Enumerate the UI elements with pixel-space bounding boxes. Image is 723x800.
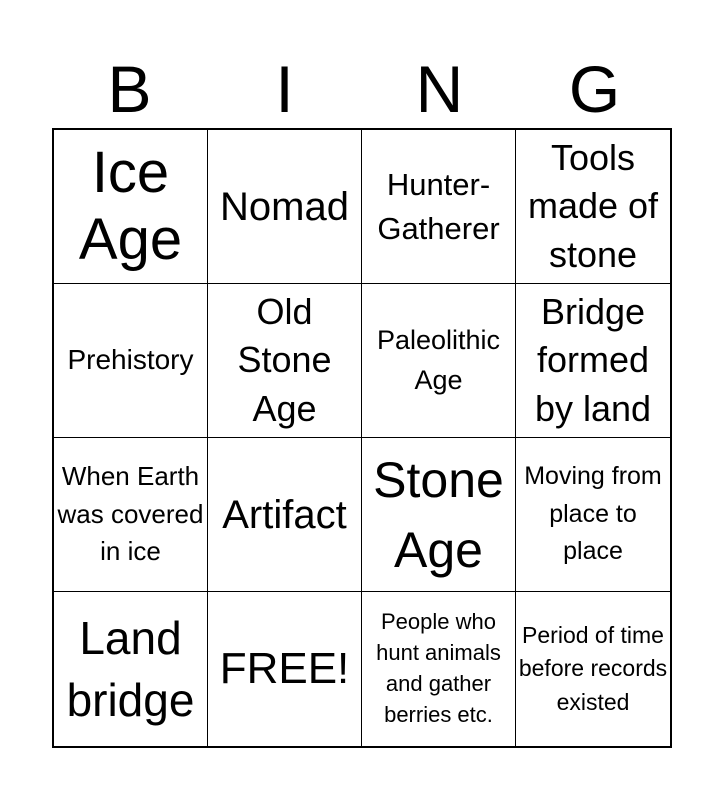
bingo-cell[interactable] bbox=[208, 438, 362, 592]
cell-text: People who hunt animals and gather berries etc. bbox=[376, 609, 501, 727]
bingo-cell[interactable] bbox=[208, 130, 362, 284]
bingo-cell[interactable] bbox=[516, 130, 670, 284]
bingo-cell[interactable] bbox=[362, 284, 516, 438]
free-space-cell[interactable] bbox=[208, 592, 362, 746]
cell-text: Land bridge bbox=[66, 611, 195, 726]
header-letter-n: N bbox=[415, 52, 464, 126]
cell-text: FREE! bbox=[219, 643, 350, 693]
bingo-cell[interactable] bbox=[54, 438, 208, 592]
cell-text: Tools made of stone bbox=[527, 136, 659, 275]
bingo-cell[interactable] bbox=[362, 438, 516, 592]
bingo-cell[interactable] bbox=[54, 130, 208, 284]
header-letter-b: B bbox=[107, 52, 152, 126]
cell-text: Hunter-Gatherer bbox=[377, 167, 500, 246]
bingo-cell[interactable] bbox=[208, 284, 362, 438]
bingo-cell[interactable] bbox=[516, 592, 670, 746]
bingo-cell[interactable] bbox=[54, 592, 208, 746]
bingo-cell[interactable] bbox=[516, 284, 670, 438]
cell-text: Moving from place to place bbox=[524, 462, 662, 566]
cell-text: Nomad bbox=[220, 184, 349, 229]
cell-text: Period of time before records existed bbox=[518, 621, 668, 715]
bingo-cell[interactable] bbox=[516, 438, 670, 592]
cell-text: Ice Age bbox=[78, 139, 183, 272]
bingo-header bbox=[52, 50, 672, 128]
header-letter-g: G bbox=[568, 52, 621, 126]
header-letter-i: I bbox=[275, 52, 294, 126]
cell-text: Prehistory bbox=[67, 344, 194, 376]
cell-text: When Earth was covered in ice bbox=[57, 460, 204, 567]
cell-text: Paleolithic Age bbox=[376, 325, 501, 395]
bingo-grid bbox=[52, 128, 672, 748]
bingo-cell[interactable] bbox=[54, 284, 208, 438]
cell-text: Bridge formed by land bbox=[534, 290, 652, 429]
cell-text: Stone Age bbox=[373, 451, 504, 578]
cell-text: Old Stone Age bbox=[237, 290, 332, 429]
bingo-cell[interactable] bbox=[362, 592, 516, 746]
cell-text: Artifact bbox=[222, 492, 347, 537]
bingo-cell[interactable] bbox=[362, 130, 516, 284]
